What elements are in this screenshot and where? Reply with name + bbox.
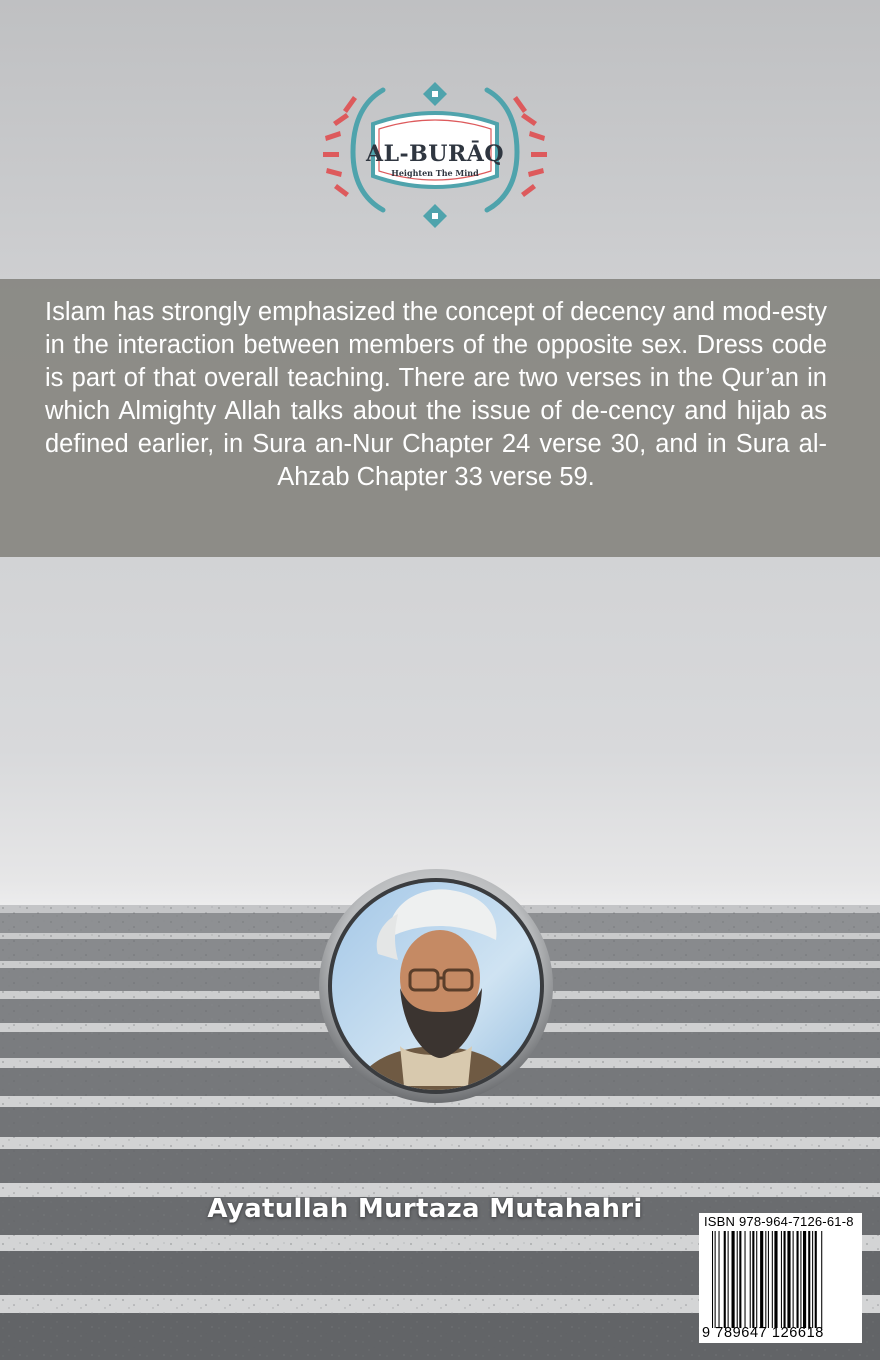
- author-portrait-icon: [318, 868, 554, 1104]
- barcode-bar: [750, 1231, 751, 1328]
- barcode-bar: [815, 1231, 817, 1328]
- isbn-label: ISBN 978-964-7126-61-8: [704, 1214, 854, 1229]
- barcode-bar: [739, 1231, 741, 1328]
- barcode-bar: [732, 1231, 735, 1328]
- barcode-bar: [724, 1231, 726, 1328]
- barcode-bar: [821, 1231, 822, 1328]
- barcode-digits: 9 789647 126618: [702, 1325, 824, 1341]
- barcode-bar: [745, 1231, 746, 1328]
- barcode-bar: [737, 1231, 738, 1328]
- barcode-bar: [793, 1231, 794, 1328]
- barcode-bar: [715, 1231, 716, 1328]
- barcode-bar: [752, 1231, 754, 1328]
- barcode-bar: [781, 1231, 782, 1328]
- barcode-bar: [803, 1231, 806, 1328]
- barcode-bar: [784, 1231, 786, 1328]
- barcode-bar: [768, 1231, 769, 1328]
- author-name: Ayatullah Murtaza Mutahahri: [207, 1194, 643, 1224]
- barcode-bar: [787, 1231, 790, 1328]
- barcode-bar: [797, 1231, 799, 1328]
- barcode-bar: [774, 1231, 777, 1328]
- barcode-bar: [760, 1231, 763, 1328]
- barcode-bar: [765, 1231, 766, 1328]
- back-cover-blurb: Islam has strongly emphasized the concept of decency and mod-esty in the interaction between members of the opposite sex. Dress code is part of that overall teaching. There are two verses in the Qur’an in which Almighty Allah talks about the issue of de-cency and hijab as defined earlier, in Sura an-Nur Chapter 24 verse 30, and in Sura al-Ahzab Chapter 33 verse 59.: [45, 298, 827, 491]
- barcode-bar: [808, 1231, 810, 1328]
- barcode-bar: [800, 1231, 801, 1328]
- barcode-bars: [712, 1231, 858, 1328]
- barcode-bar: [772, 1231, 773, 1328]
- publisher-name: AL-BURĀQ: [366, 141, 504, 167]
- barcode-bar: [719, 1231, 720, 1328]
- barcode-bar: [712, 1231, 713, 1328]
- publisher-tagline: Heighten The Mind: [391, 168, 479, 178]
- barcode-bar: [756, 1231, 757, 1328]
- barcode-bar: [728, 1231, 729, 1328]
- barcode-bar: [812, 1231, 813, 1328]
